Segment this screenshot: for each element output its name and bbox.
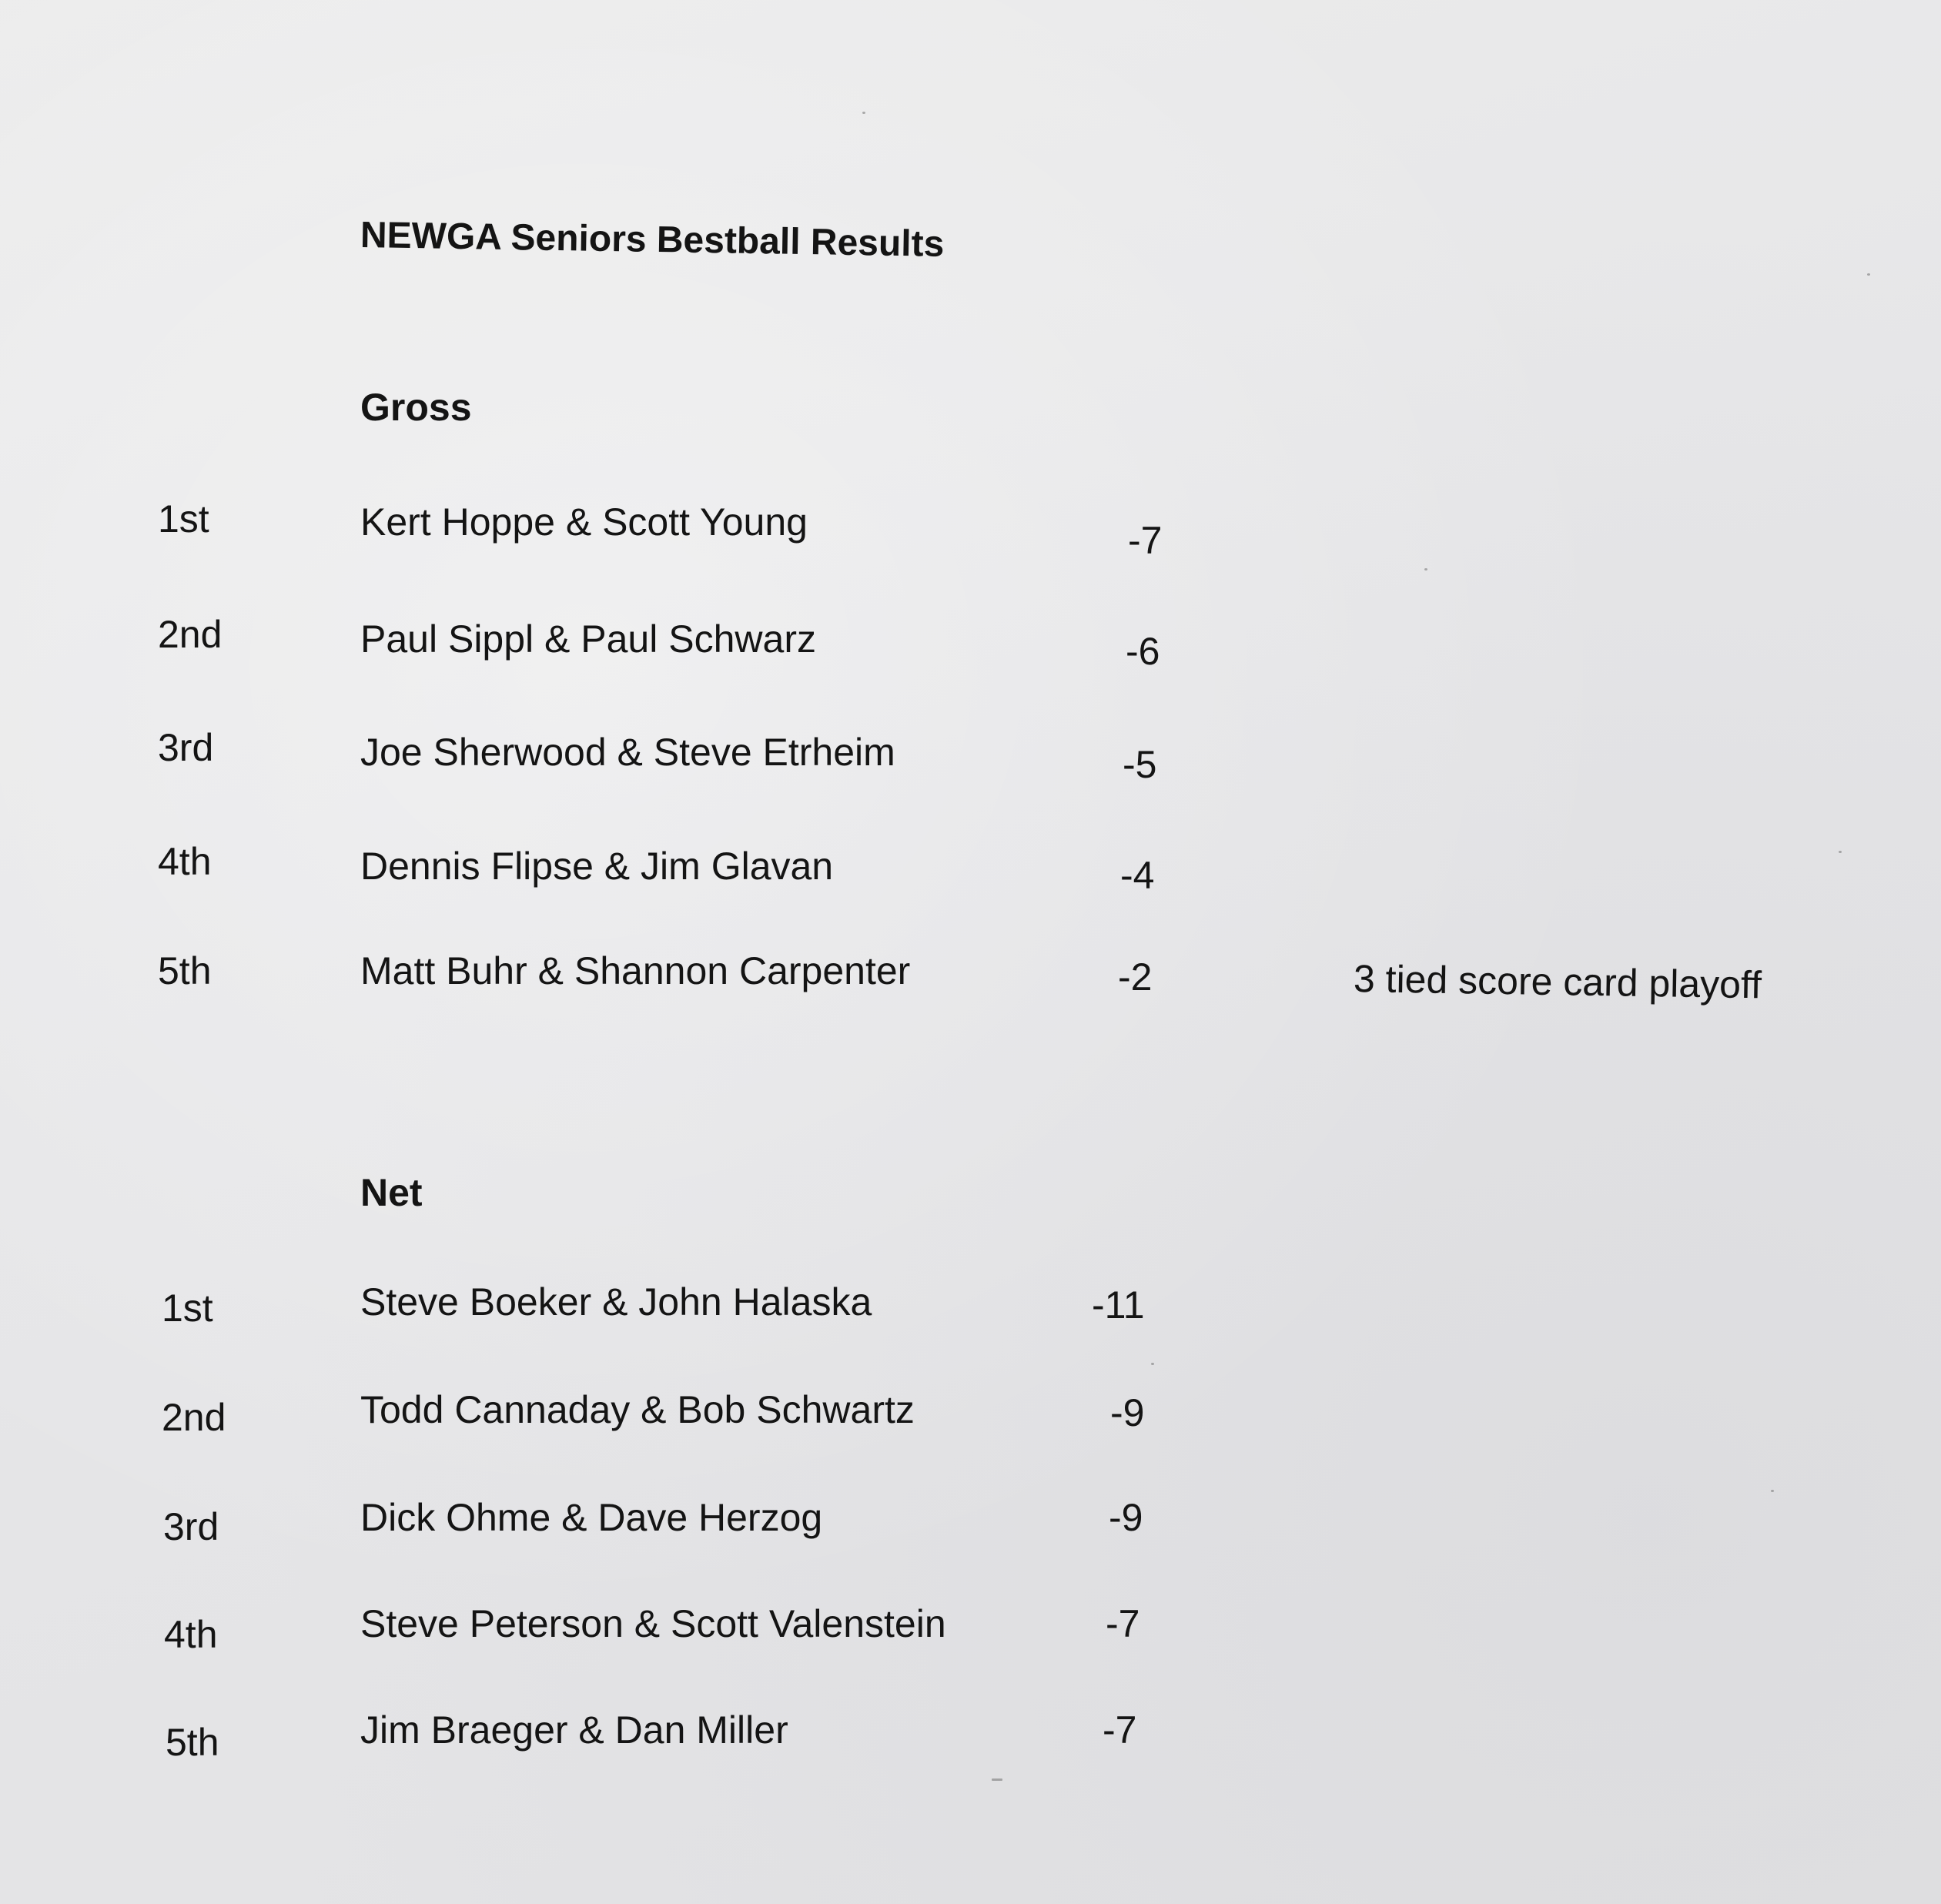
score-value: -7 [1103, 1708, 1137, 1752]
page-title: NEWGA Seniors Bestball Results [360, 215, 945, 265]
paper-speck [992, 1779, 1002, 1781]
place-label: 1st [158, 497, 209, 540]
team-names: Joe Sherwood & Steve Etrheim [360, 731, 895, 774]
net-row-2 [0, 1387, 1941, 1441]
score-value: -5 [1123, 743, 1157, 786]
place-label: 2nd [162, 1396, 226, 1439]
place-label: 2nd [158, 613, 223, 656]
net-heading: Net [360, 1171, 423, 1214]
net-row-5 [0, 1708, 1941, 1762]
place-label: 5th [166, 1721, 219, 1764]
score-value: -6 [1126, 630, 1160, 673]
net-row-4 [0, 1601, 1941, 1655]
gross-row-4 [0, 839, 1941, 897]
gross-row-1 [0, 497, 1941, 562]
place-label: 5th [158, 949, 212, 992]
net-row-1 [0, 1280, 1941, 1333]
score-value: -2 [1118, 955, 1153, 999]
team-names: Matt Buhr & Shannon Carpenter [360, 949, 911, 992]
gross-heading: Gross [360, 386, 472, 429]
team-names: Jim Braeger & Dan Miller [360, 1708, 788, 1752]
gross-row-2 [0, 612, 1941, 673]
gross-row-3 [0, 725, 1941, 786]
place-label: 4th [158, 840, 212, 883]
paper-speck [862, 112, 865, 114]
team-names: Steve Boeker & John Halaska [360, 1280, 872, 1323]
place-label: 4th [164, 1613, 218, 1656]
score-value: -7 [1128, 519, 1163, 562]
net-row-3 [0, 1495, 1941, 1549]
score-value: -11 [1092, 1283, 1145, 1327]
score-value: -9 [1109, 1496, 1143, 1539]
team-names: Todd Cannaday & Bob Schwartz [360, 1388, 915, 1431]
paper-speck [1771, 1490, 1774, 1492]
team-names: Kert Hoppe & Scott Young [360, 500, 808, 544]
gross-row-5 [0, 949, 1941, 1007]
paper-speck [1151, 1363, 1154, 1365]
paper-speck [1867, 273, 1870, 276]
playoff-note: 3 tied score card playoff [1353, 957, 1762, 1007]
team-names: Dick Ohme & Dave Herzog [360, 1496, 823, 1539]
paper-speck [1839, 851, 1842, 853]
score-value: -7 [1106, 1602, 1140, 1645]
place-label: 1st [162, 1287, 213, 1330]
team-names: Paul Sippl & Paul Schwarz [360, 617, 816, 661]
score-value: -9 [1110, 1391, 1145, 1434]
place-label: 3rd [158, 726, 214, 769]
paper-speck [1424, 568, 1427, 571]
team-names: Dennis Flipse & Jim Glavan [360, 845, 834, 888]
team-names: Steve Peterson & Scott Valenstein [360, 1602, 946, 1645]
score-value: -4 [1120, 854, 1155, 897]
place-label: 3rd [163, 1505, 219, 1548]
